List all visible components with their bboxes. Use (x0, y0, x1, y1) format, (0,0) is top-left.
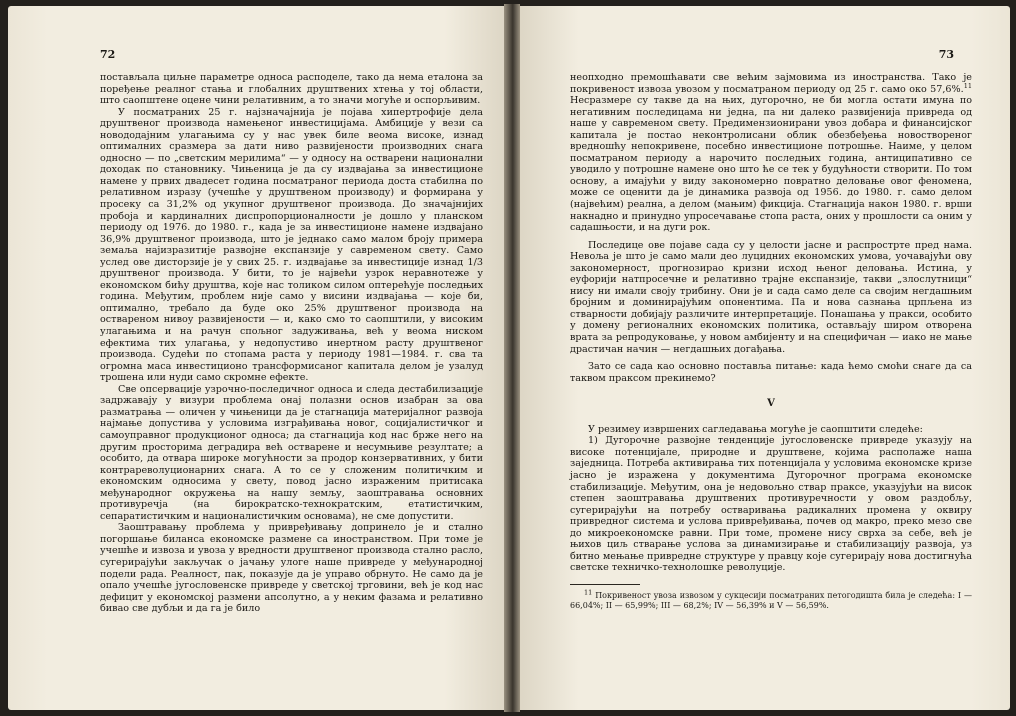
right-paragraph-5: 1) Дугорочне развојне тенденције југословенске привреде указују на високе потенцијале, природне и друштвене, којима располаже наша заједница. Потреба активирања тих потенцијала у условима економске кризе јасно је изражена у документима Дугорочног програма економске стабилизације. Међутим, она је недовољно ствар праксе, указујући на висок степен заоштравања друштвених противуречности у овом раздобљу, сугерирајући на потребу остваривања радикалних промена у оквиру привредног система и услова привређивања, почев од макро, преко мезо све до микроекономске равни. При томе, промене нису сврха за себе, већ је њихов циљ стварање услова за динамизирање и стабилизацију развоја, уз битно мењање привредне структуре у правцу које сугерирају нова достигнућа светске техничко-технолошке револуције. (570, 435, 972, 574)
footnote-reference: 11 (963, 81, 972, 90)
right-paragraph-1-tail: Несразмере су такве да на њих, дугорочно, не би могла остати имуна по негативним последицама ни једна, па ни далеко развијенија привреда од наше у савременом свету. Предимензионирани увоз добара и финансијског капитала је постао неконтролисани облик обезбеђења новоствореног вредношћу непокривене, посебно инвестиционе потрошње. Наиме, у целом посматраном периоду а нарочито последњих година, антиципативно се уводило у потрошне намене оно што ће се тек у будућности створити. По том основу, а имајући у виду закономерно повратно деловање овог феномена, може се оценити да је динамика развоја од 1956. до 1980. г. само делом (највећим) реална, а делом (мањим) фикција. Стагнација након 1980. г. врши накнадно и принудно упросечавање стопа раста, оних у прошлости са оним у садашњости, и на дуги рок. (570, 95, 972, 234)
footnote (570, 588, 972, 611)
right-page (520, 6, 1010, 710)
right-paragraph-4: У резимеу извршених сагледавања могуће је саопштити следеће: (588, 423, 923, 435)
right-paragraph-1-head: неопходно премошћавати све већим зајмовима из иностранства. Тако је покривеност извоза увозом у посматраном периоду од 25 г. само око 57,6%. (570, 72, 972, 95)
right-paragraph-2: Последице ове појаве сада су у целости јасне и распрострте пред нама. Невоља је што је само мали део луцидних економских умова, уочавајући ову закономерност, прогнозирао кризни исход њеног деловања. Истина, у еуфорији натпросечне и релативно трајне експанзије, такви „злослутници“ нису ни имали своју трибину. Они је и сада само деле са својим негдашњим бројним и доминирајућим опонентима. Па и нова сазнања црпљена из стварности добијају различите интерпретације. Понашања у пракси, особито у домену регионалних економских политика, остављају широм отворена врата за репродуковање, у новом амбијенту и на специфичан — иако не мање драстичан начин — негдашњих догађања. (570, 239, 972, 355)
footnote-rule (570, 584, 640, 585)
left-paragraph-3: Све опсервације узрочно-последичног односа и следа дестабилизације задржавају у визури проблема онај полазни основ изабран за ова разматрања — оличен у чињеници да је стагнација материјалног развоја најмање допустива у условима изграђивања новог, социјалистичког и самоуправног продукционог односа; да стагнација код нас брже него на другим просторима деградира већ остварене и несумњиве резултате; а особито, да отвара широке могућности за продор конзервативних, у бити контрареволуционарних снага. А то се у сложеним политичким и економским односима у свету, повод јасно израженим притисака међународног окружења на нашу земљу, заоштравања основних противуречја (на бирократско-технократским, етатистичким, сепаратистичким и националистичким основама), не сме допустити. (100, 383, 483, 522)
left-page-text (100, 72, 483, 615)
right-page-text (570, 72, 972, 611)
right-paragraph-1 (570, 72, 972, 234)
left-paragraph-2: У посматраних 25 г. најзначајнија је појава хипертрофије дела друштвеног производа намењеног инвестицијама. Амбиције у вези са новододајним улагањима су у нас увек биле веома високе, изнад оптималних сразмера за дати ниво развијености производних снага односно — по „светским мерилима“ — у односу на остварени национални доходак по становнику. Чињеница је да су издвајања за инвестиционе намене у првих двадесет година посматраног периода доста стабилна по релативном изразу (учешће у друштвеном производу) и формирана у просеку са 31,2% од укупног друштвеног производа. До значајнијих пробоја и кардиналних диспропорционалности је дошло у планском периоду од 1976. до 1980. г., када је за инвестиционе намене издвајано 36,9% друштвеног производа, што је једнако само малом броју примера земаља најизразитије развојне експанзије у савременом свету. Само услед ове дисторзије је у свих 25. г. издвајање за инвестиције изнад 1/3 друштвеног производа. У бити, то је највећи узрок неравнотеже у економском бићу друштва, које нас толиком силом оптерећује последњих година. Међутим, проблем није само у висини издвајања — које би, оптимално, требало да буде око 25% друштвеног производа на оствареном нивоу развијености — и, како смо то саопштили, у високим улагањима и на рачун спољног задуживања, већ у веома ниском ефектима тих улагања, у недопустиво инертном расту друштвеног производа. Судећи по стопама раста у периоду 1981—1984. г. сва та огромна маса инвестиционо трансформисаног капитала делом је узалуд трошена или нуди само скромне ефекте. (100, 106, 483, 384)
section-heading: V (767, 398, 775, 410)
left-page-number: 72 (100, 48, 116, 61)
book-gutter (504, 4, 520, 712)
left-paragraph-4: Заоштравању проблема у привређивању допринело је и стално погоршање биланса економске размене са иностранством. При томе је учешће и извоза и увоза у вредности друштвеног производа стално расло, сугерирајући закључак о јачању улоге наше привреде у међународној подели рада. Реалност, пак, показује да је управо обрнуто. Не само да је опало учешће југословенске привреде у светској трговини, већ је код нас дефицит у економској размени апсолутно, а у неким фазама и релативно бивао све дубљи и да га је било (100, 522, 483, 615)
left-paragraph-1: постављала циљне параметре односа расподеле, тако да нема еталона за поређење реалног стања и глобалних друштвених хтења у тој области, што саопштене оцене чини релативним, а то значи могуће и оспорљивим. (100, 72, 483, 107)
footnote-text: Покривеност увоза извозом у сукцесији посматраних петогодишта била је следећа: I — 66,04%; II — 65,99%; III — 68,2%; IV — 56,39% и V — 56,59%. (570, 590, 972, 610)
right-paragraph-3: Зато се сада као основно поставља питање: када ћемо смоћи снаге да са таквом праксом прекинемо? (570, 361, 972, 384)
left-page (8, 6, 504, 710)
right-page-number: 73 (938, 48, 954, 61)
footnote-marker: 11 (584, 588, 593, 597)
